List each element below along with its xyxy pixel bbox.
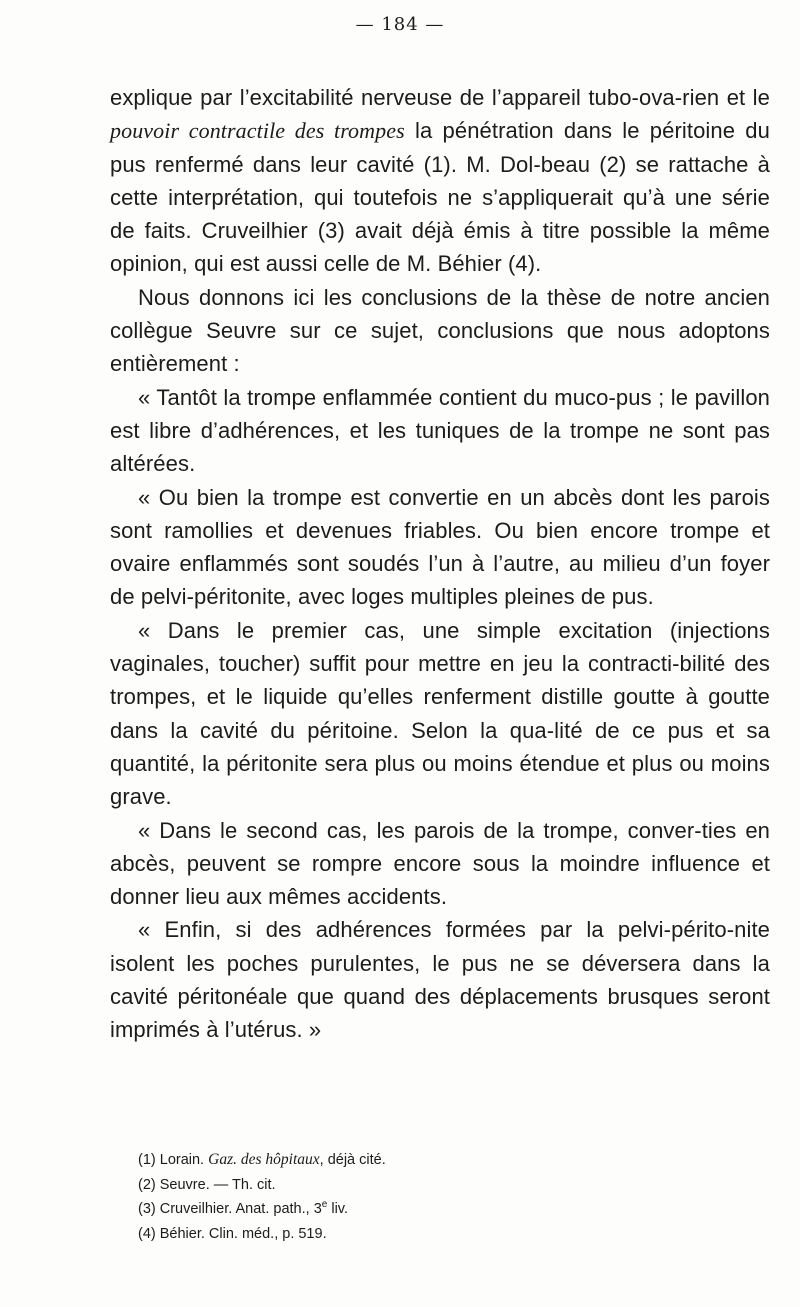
footnote-1-suffix: , déjà cité.	[319, 1152, 386, 1168]
intro-text-start: explique par l’excitabilité nerveuse de l’appareil tubo-ova-rien et le	[110, 85, 770, 110]
footnotes	[138, 1148, 758, 1246]
paragraph-quote-premier-cas: « Dans le premier cas, une simple excitation (injections vaginales, toucher) suffit pour mettre en jeu la contracti-bilité des trompes, et le liquide qu’elles renferment distille goutte à goutte dans la cavité du péritoine. Selon la qua-lité de ce pus et sa quantité, la péritonite sera plus ou moins étendue et plus ou moins grave.	[110, 617, 770, 810]
page-number: — 184 —	[355, 14, 445, 35]
intro-text-end: la pénétration dans le péritoine du pus renfermé dans leur cavité (1). M. Dol-beau (2) se rattache à cette interprétation, qui toutefois ne s’appliquerait qu’à une série de faits. Cruveilhier (3) avait déjà émis à titre possible la même opinion, qui est aussi celle de M. Béhier (4).	[110, 118, 770, 277]
footnote-1-italic: Gaz. des hôpitaux	[208, 1151, 320, 1168]
main-text	[110, 81, 770, 1047]
intro-paragraph	[110, 81, 770, 281]
footnote-1	[138, 1148, 758, 1173]
footnote-3	[138, 1197, 758, 1222]
footnote-3-suffix: liv.	[327, 1201, 349, 1217]
paragraph-quote-second-cas: « Dans le second cas, les parois de la trompe, conver-ties en abcès, peuvent se rompre encore sous la moindre influence et donner lieu aux mêmes accidents.	[110, 817, 770, 910]
intro-italic-phrase: pouvoir contractile des trompes	[110, 118, 405, 144]
footnote-3-superscript: e	[321, 1199, 328, 1211]
paragraph-quote-tantot: « Tantôt la trompe enflammée contient du muco-pus ; le pavillon est libre d’adhérences, et les tuniques de la trompe ne sont pas altérées.	[110, 384, 770, 477]
footnote-2: (2) Seuvre. — Th. cit.	[138, 1176, 276, 1193]
footnote-1-prefix: (1) Lorain.	[138, 1152, 209, 1168]
footnote-3-prefix: (3) Cruveilhier. Anat. path., 3	[138, 1201, 322, 1217]
paragraph-conclusions: Nous donnons ici les conclusions de la thèse de notre ancien collègue Seuvre sur ce sujet, conclusions que nous adoptons entièrement :	[110, 284, 770, 377]
paragraph-quote-ou-bien: « Ou bien la trompe est convertie en un abcès dont les parois sont ramollies et devenues friables. Ou bien encore trompe et ovaire enflammés sont soudés l’un à l’autre, au milieu d’un foyer de pelvi-péritonite, avec loges multiples pleines de pus.	[110, 484, 770, 610]
footnote-4: (4) Béhier. Clin. méd., p. 519.	[138, 1225, 327, 1242]
paragraph-quote-enfin: « Enfin, si des adhérences formées par la pelvi-périto-nite isolent les poches purulentes, le pus ne se déversera dans la cavité péritonéale que quand des déplacements brusques seront imprimés à l’utérus. »	[110, 917, 770, 1043]
